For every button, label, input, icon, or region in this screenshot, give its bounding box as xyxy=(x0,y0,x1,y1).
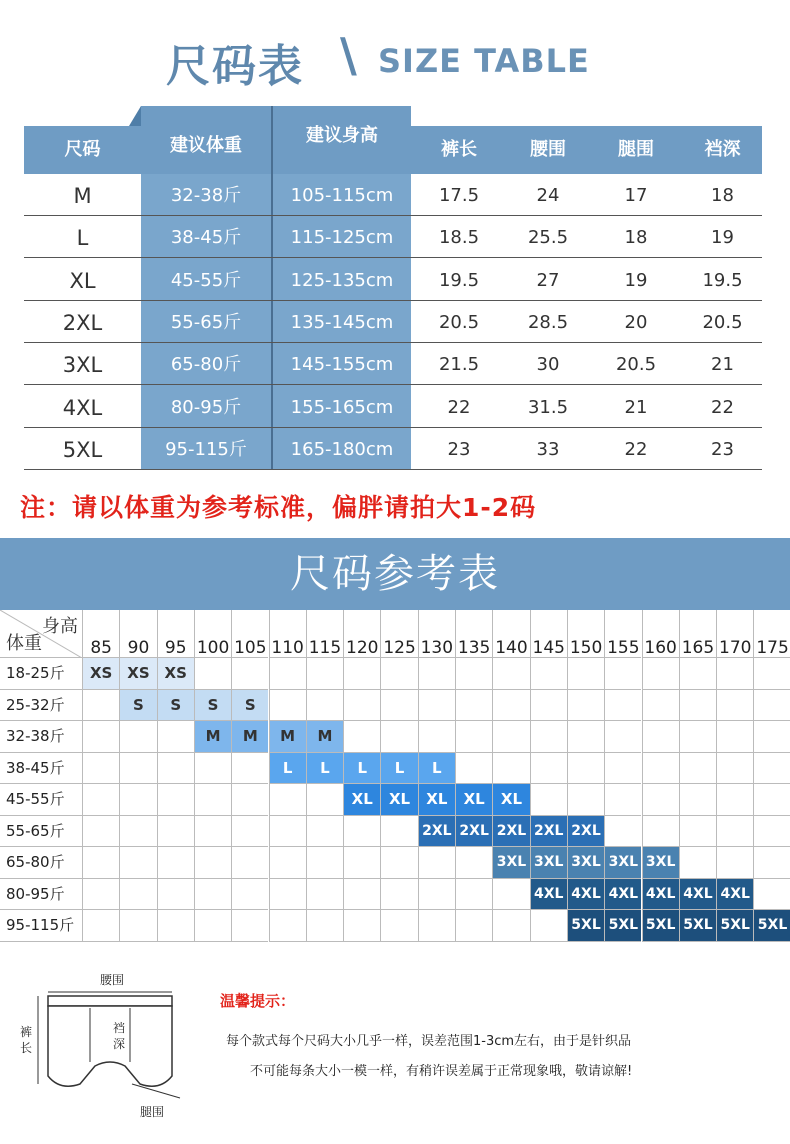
cell-pants-length: 20.5 xyxy=(438,311,480,333)
cell-leg: 18 xyxy=(624,227,648,249)
cell-pants-length: 23 xyxy=(447,438,471,460)
cell-crotch: 20.5 xyxy=(702,311,743,333)
grid-cell xyxy=(343,690,380,722)
grid-cell xyxy=(530,658,567,690)
grid-cell xyxy=(82,910,119,942)
grid-cell xyxy=(455,658,492,690)
header-leg: 腿围 xyxy=(618,139,654,160)
size-band-cell-l: L xyxy=(418,753,455,785)
cell-crotch: 18 xyxy=(711,185,734,206)
grid-cell xyxy=(380,658,417,690)
size-band-cell-2xl: 2XL xyxy=(530,816,567,848)
size-band-cell-4xl: 4XL xyxy=(567,879,604,911)
grid-cell xyxy=(604,721,641,753)
size-band-cell-l: L xyxy=(343,753,380,785)
grid-cell xyxy=(753,721,790,753)
corner-height-label: 身高 xyxy=(42,616,78,637)
cell-waist: 31.5 xyxy=(527,396,569,418)
cell-pants-length: 18.5 xyxy=(438,227,480,249)
grid-cell xyxy=(343,816,380,848)
size-band-cell-m: M xyxy=(269,721,306,753)
height-header: 95 xyxy=(157,610,194,658)
header-size: 尺码 xyxy=(64,139,101,160)
cell-height: 145-155cm xyxy=(290,354,394,376)
size-band-cell-4xl: 4XL xyxy=(716,879,753,911)
size-band-cell-4xl: 4XL xyxy=(642,879,679,911)
size-table-row xyxy=(24,343,762,385)
grid-cell xyxy=(604,658,641,690)
size-band-cell-2xl: 2XL xyxy=(567,816,604,848)
diagram-length-label-1: 裤 xyxy=(20,1025,33,1039)
grid-cell xyxy=(380,690,417,722)
cell-height: 135-145cm xyxy=(290,311,394,333)
size-table-row xyxy=(24,174,762,216)
grid-cell xyxy=(753,847,790,879)
grid-cell xyxy=(157,784,194,816)
cell-height: 105-115cm xyxy=(290,185,394,206)
grid-cell xyxy=(194,784,231,816)
reference-banner xyxy=(0,538,790,610)
size-band-cell-l: L xyxy=(269,753,306,785)
grid-cell xyxy=(753,690,790,722)
cell-pants-length: 21.5 xyxy=(438,354,480,376)
header-crotch: 裆深 xyxy=(704,139,741,160)
height-header: 155 xyxy=(604,610,641,658)
cell-weight: 80-95斤 xyxy=(170,396,242,418)
grid-cell xyxy=(455,753,492,785)
size-band-cell-xl: XL xyxy=(380,784,417,816)
diagram-leg-label: 腿围 xyxy=(140,1105,165,1119)
grid-cell xyxy=(716,658,753,690)
size-table-row xyxy=(24,428,762,470)
size-band-cell-5xl: 5XL xyxy=(753,910,790,942)
grid-cell xyxy=(306,690,343,722)
height-header: 150 xyxy=(567,610,604,658)
cell-size: 3XL xyxy=(62,353,103,378)
size-band-cell-3xl: 3XL xyxy=(492,847,529,879)
cell-leg: 20.5 xyxy=(615,354,657,376)
cell-height: 125-135cm xyxy=(290,269,394,291)
grid-cell xyxy=(567,784,604,816)
grid-cell xyxy=(418,658,455,690)
grid-cell xyxy=(306,910,343,942)
weight-row-label: 25-32斤 xyxy=(0,690,82,722)
grid-cell xyxy=(455,721,492,753)
grid-cell xyxy=(716,753,753,785)
grid-cell xyxy=(269,847,306,879)
grid-cell xyxy=(231,847,268,879)
size-band-cell-4xl: 4XL xyxy=(679,879,716,911)
grid-cell xyxy=(679,721,716,753)
grid-cell xyxy=(418,847,455,879)
grid-cell xyxy=(753,658,790,690)
grid-cell xyxy=(343,910,380,942)
size-band-cell-5xl: 5XL xyxy=(716,910,753,942)
height-header: 170 xyxy=(716,610,753,658)
cell-waist: 27 xyxy=(536,269,560,291)
corner-weight-label: 体重 xyxy=(6,633,42,654)
size-band-cell-s: S xyxy=(157,690,194,722)
cell-crotch: 23 xyxy=(711,438,734,460)
diagram-crotch-label-1: 裆 xyxy=(113,1021,126,1035)
title-chinese: 尺码表 xyxy=(166,41,304,92)
grid-cell xyxy=(642,784,679,816)
size-band-cell-xl: XL xyxy=(492,784,529,816)
size-table xyxy=(24,106,762,470)
cell-weight: 95-115斤 xyxy=(165,438,247,460)
cell-leg: 21 xyxy=(624,396,648,418)
grid-cell xyxy=(194,816,231,848)
cell-size: XL xyxy=(69,268,96,293)
grid-cell xyxy=(194,879,231,911)
cell-leg: 20 xyxy=(624,311,648,333)
grid-cell xyxy=(343,721,380,753)
size-band-cell-xl: XL xyxy=(418,784,455,816)
grid-cell xyxy=(269,816,306,848)
height-header: 120 xyxy=(343,610,380,658)
grid-cell xyxy=(82,784,119,816)
grid-cell xyxy=(157,910,194,942)
size-band-cell-m: M xyxy=(231,721,268,753)
size-band-cell-xs: XS xyxy=(157,658,194,690)
cell-weight: 65-80斤 xyxy=(170,354,242,376)
grid-cell xyxy=(642,721,679,753)
height-header: 100 xyxy=(194,610,231,658)
weight-row-label: 45-55斤 xyxy=(0,784,82,816)
weight-row-label: 95-115斤 xyxy=(0,910,82,942)
cell-size: 5XL xyxy=(62,437,103,462)
grid-cell xyxy=(642,658,679,690)
height-header: 110 xyxy=(269,610,306,658)
header xyxy=(0,0,790,100)
grid-cell xyxy=(492,910,529,942)
cell-waist: 24 xyxy=(536,185,560,206)
size-band-cell-xl: XL xyxy=(455,784,492,816)
height-header: 105 xyxy=(231,610,268,658)
grid-cell xyxy=(455,690,492,722)
weight-row-label: 38-45斤 xyxy=(0,753,82,785)
height-header: 140 xyxy=(492,610,529,658)
grid-cell xyxy=(119,816,156,848)
grid-cell xyxy=(269,910,306,942)
height-header: 85 xyxy=(82,610,119,658)
grid-cell xyxy=(679,847,716,879)
height-header: 145 xyxy=(530,610,567,658)
size-band-cell-s: S xyxy=(231,690,268,722)
grid-cell xyxy=(418,879,455,911)
grid-cell xyxy=(716,721,753,753)
diagram-length-label-2: 长 xyxy=(20,1041,33,1055)
cell-height: 155-165cm xyxy=(290,396,394,418)
cell-size: L xyxy=(76,226,89,251)
grid-cell xyxy=(753,784,790,816)
cell-weight: 55-65斤 xyxy=(170,311,242,333)
grid-cell xyxy=(380,847,417,879)
grid-cell xyxy=(194,847,231,879)
header-weight: 建议体重 xyxy=(170,135,242,156)
grid-cell xyxy=(231,816,268,848)
header-pants-length: 裤长 xyxy=(441,139,477,160)
size-band-cell-5xl: 5XL xyxy=(604,910,641,942)
size-table-row xyxy=(24,301,762,343)
size-band-cell-s: S xyxy=(194,690,231,722)
grid-cell xyxy=(530,690,567,722)
grid-cell xyxy=(119,879,156,911)
cell-crotch: 22 xyxy=(711,396,734,418)
size-band-cell-s: S xyxy=(119,690,156,722)
grid-cell xyxy=(716,816,753,848)
weight-row-label: 80-95斤 xyxy=(0,879,82,911)
grid-cell xyxy=(455,879,492,911)
grid-cell xyxy=(492,879,529,911)
grid-cell xyxy=(231,910,268,942)
grid-cell xyxy=(343,847,380,879)
grid-cell xyxy=(492,690,529,722)
grid-cell xyxy=(157,847,194,879)
grid-cell xyxy=(604,784,641,816)
reference-grid xyxy=(0,610,790,952)
size-band-cell-5xl: 5XL xyxy=(642,910,679,942)
cell-waist: 30 xyxy=(536,354,560,376)
height-header: 160 xyxy=(642,610,679,658)
grid-cell xyxy=(157,721,194,753)
height-header: 115 xyxy=(306,610,343,658)
grid-cell xyxy=(82,816,119,848)
cell-waist: 25.5 xyxy=(527,227,569,249)
grid-cell xyxy=(567,690,604,722)
grid-cell xyxy=(231,784,268,816)
grid-cell xyxy=(306,847,343,879)
size-band-cell-xl: XL xyxy=(343,784,380,816)
garment-outline xyxy=(48,1006,172,1086)
grid-cell xyxy=(231,879,268,911)
cell-crotch: 19.5 xyxy=(702,269,743,291)
grid-cell xyxy=(753,879,790,911)
grid-cell xyxy=(753,753,790,785)
grid-cell xyxy=(231,753,268,785)
cell-weight: 32-38斤 xyxy=(170,185,242,206)
size-band-cell-4xl: 4XL xyxy=(604,879,641,911)
weight-row-label: 32-38斤 xyxy=(0,721,82,753)
cell-size: M xyxy=(73,184,92,208)
grid-cell xyxy=(642,690,679,722)
cell-leg: 17 xyxy=(624,185,648,206)
size-table-row xyxy=(24,386,762,428)
grid-cell xyxy=(642,753,679,785)
grid-cell xyxy=(194,910,231,942)
cell-weight: 45-55斤 xyxy=(170,269,242,291)
grid-cell xyxy=(194,658,231,690)
grid-cell xyxy=(119,910,156,942)
weight-note: 注：请以体重为参考标准，偏胖请拍大1-2码 xyxy=(20,493,537,522)
grid-cell xyxy=(157,753,194,785)
grid-cell xyxy=(530,784,567,816)
grid-cell xyxy=(455,847,492,879)
size-band-cell-3xl: 3XL xyxy=(642,847,679,879)
cell-height: 115-125cm xyxy=(290,227,394,249)
grid-cell xyxy=(492,721,529,753)
grid-cell xyxy=(380,879,417,911)
tips-title: 温馨提示： xyxy=(220,992,296,1010)
cell-crotch: 19 xyxy=(711,227,734,249)
size-band-cell-2xl: 2XL xyxy=(455,816,492,848)
grid-cell xyxy=(530,721,567,753)
grid-cell xyxy=(567,658,604,690)
grid-cell xyxy=(194,753,231,785)
grid-cell xyxy=(82,847,119,879)
grid-cell xyxy=(269,658,306,690)
diagram-crotch-label-2: 深 xyxy=(113,1037,126,1051)
grid-cell xyxy=(343,658,380,690)
height-header: 175 xyxy=(753,610,790,658)
cell-pants-length: 19.5 xyxy=(438,269,480,291)
grid-cell xyxy=(753,816,790,848)
cell-height: 165-180cm xyxy=(290,438,394,460)
reference-title: 尺码参考表 xyxy=(290,551,500,597)
cell-waist: 33 xyxy=(536,438,560,460)
height-header: 125 xyxy=(380,610,417,658)
grid-cell xyxy=(604,816,641,848)
weight-row-label: 18-25斤 xyxy=(0,658,82,690)
cell-waist: 28.5 xyxy=(527,311,569,333)
cell-leg: 19 xyxy=(624,269,648,291)
grid-cell xyxy=(418,910,455,942)
underwear-diagram xyxy=(20,966,200,1126)
grid-cell xyxy=(119,753,156,785)
cell-crotch: 21 xyxy=(711,354,734,376)
grid-cell xyxy=(119,721,156,753)
header-waist: 腰围 xyxy=(530,139,566,160)
size-band-cell-l: L xyxy=(306,753,343,785)
size-band-cell-5xl: 5XL xyxy=(567,910,604,942)
size-band-cell-3xl: 3XL xyxy=(530,847,567,879)
size-band-cell-2xl: 2XL xyxy=(492,816,529,848)
grid-cell xyxy=(418,721,455,753)
grid-cell xyxy=(306,658,343,690)
grid-cell xyxy=(380,721,417,753)
grid-cell xyxy=(380,816,417,848)
grid-cell xyxy=(269,879,306,911)
height-header: 165 xyxy=(679,610,716,658)
size-band-cell-3xl: 3XL xyxy=(604,847,641,879)
grid-cell xyxy=(492,753,529,785)
grid-cell xyxy=(269,784,306,816)
size-table-row xyxy=(24,216,762,258)
grid-cell xyxy=(567,753,604,785)
grid-cell xyxy=(455,910,492,942)
height-header: 90 xyxy=(119,610,156,658)
grid-cell xyxy=(343,879,380,911)
title-english: SIZE TABLE xyxy=(378,42,590,80)
diagram-waist-label: 腰围 xyxy=(100,973,125,987)
size-band-cell-l: L xyxy=(380,753,417,785)
grid-cell xyxy=(530,753,567,785)
size-band-cell-m: M xyxy=(194,721,231,753)
tips-line-1: 每个款式每个尺码大小几乎一样，误差范围1-3cm左右，由于是针织品 xyxy=(226,1034,632,1049)
size-band-cell-3xl: 3XL xyxy=(567,847,604,879)
grid-cell xyxy=(82,690,119,722)
grid-cell xyxy=(306,784,343,816)
title-slash: \ xyxy=(340,28,357,82)
size-table-row xyxy=(24,259,762,301)
header-notch xyxy=(129,106,141,126)
weight-row-label: 65-80斤 xyxy=(0,847,82,879)
grid-cell xyxy=(82,721,119,753)
cell-size: 4XL xyxy=(62,395,103,420)
grid-cell xyxy=(269,690,306,722)
cell-size: 2XL xyxy=(62,310,103,335)
grid-cell xyxy=(231,658,268,690)
grid-cell xyxy=(716,784,753,816)
waistband xyxy=(48,996,172,1006)
grid-cell xyxy=(119,784,156,816)
grid-cell xyxy=(604,690,641,722)
size-band-cell-4xl: 4XL xyxy=(530,879,567,911)
grid-cell xyxy=(567,721,604,753)
grid-cell xyxy=(679,658,716,690)
grid-cell xyxy=(679,784,716,816)
grid-cell xyxy=(716,847,753,879)
grid-cell xyxy=(530,910,567,942)
grid-cell xyxy=(679,690,716,722)
grid-cell xyxy=(82,753,119,785)
grid-cell xyxy=(157,816,194,848)
grid-cell xyxy=(306,879,343,911)
size-band-cell-xs: XS xyxy=(119,658,156,690)
size-band-cell-m: M xyxy=(306,721,343,753)
grid-cell xyxy=(716,690,753,722)
weight-row-label: 55-65斤 xyxy=(0,816,82,848)
size-band-cell-2xl: 2XL xyxy=(418,816,455,848)
size-band-cell-5xl: 5XL xyxy=(679,910,716,942)
grid-cell xyxy=(642,816,679,848)
grid-cell xyxy=(82,879,119,911)
grid-cell xyxy=(679,753,716,785)
size-band-cell-xs: XS xyxy=(82,658,119,690)
cell-leg: 22 xyxy=(624,438,648,460)
grid-cell xyxy=(157,879,194,911)
tips-line-2: 不可能每条大小一模一样，有稍许误差属于正常现象哦，敬请谅解! xyxy=(250,1064,633,1079)
grid-cell xyxy=(492,658,529,690)
height-header: 130 xyxy=(418,610,455,658)
cell-pants-length: 22 xyxy=(447,396,471,418)
cell-weight: 38-45斤 xyxy=(170,227,242,249)
grid-cell xyxy=(380,910,417,942)
grid-cell xyxy=(418,690,455,722)
cell-pants-length: 17.5 xyxy=(438,185,480,206)
grid-cell xyxy=(679,816,716,848)
grid-cell xyxy=(604,753,641,785)
header-height: 建议身高 xyxy=(306,125,378,146)
height-header: 135 xyxy=(455,610,492,658)
grid-cell xyxy=(306,816,343,848)
grid-corner xyxy=(0,610,82,658)
grid-cell xyxy=(119,847,156,879)
